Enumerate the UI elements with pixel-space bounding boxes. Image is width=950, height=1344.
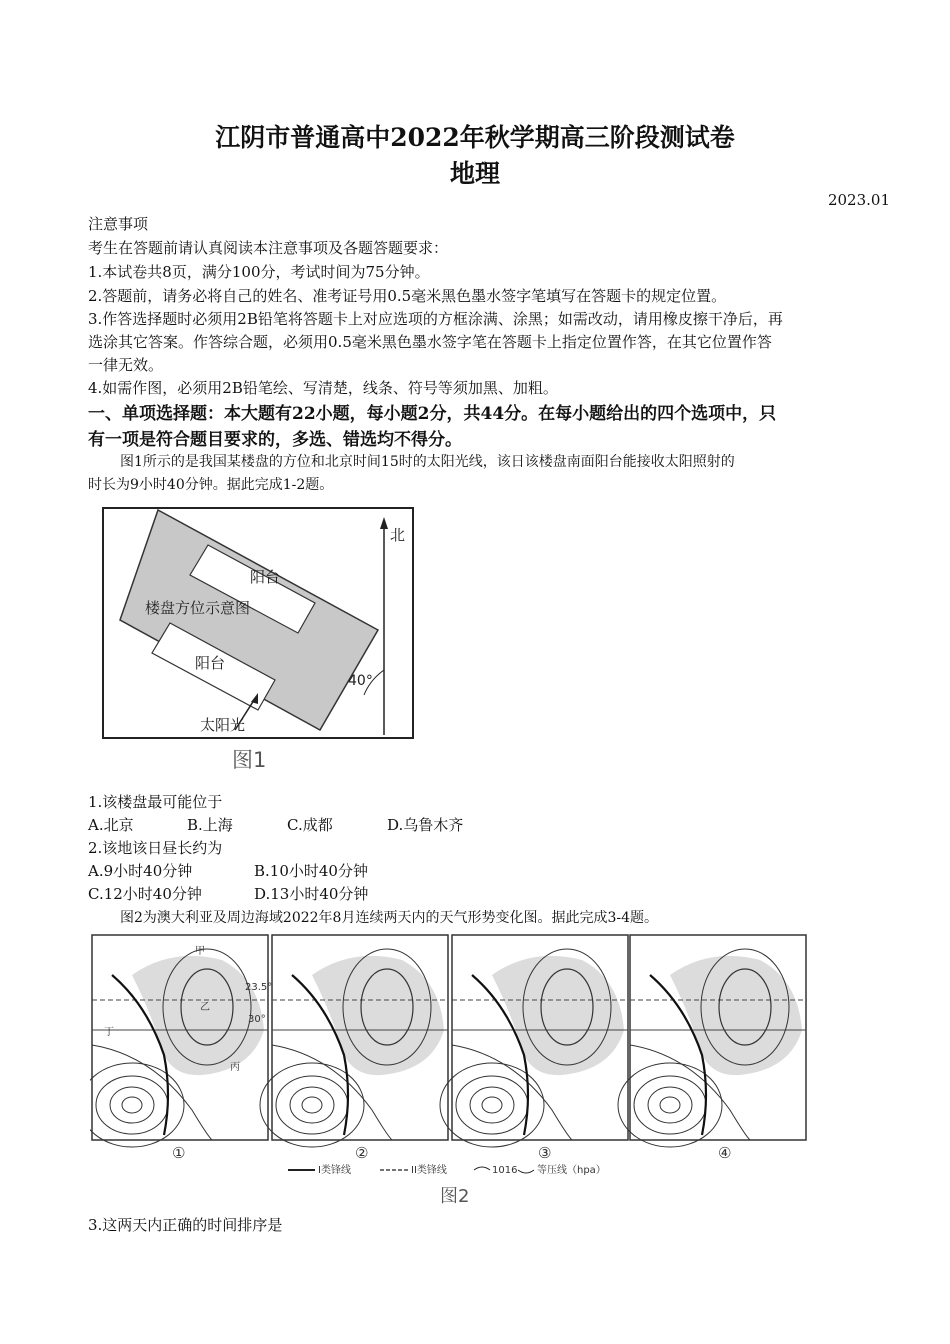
legend-isobar-value: 1016 bbox=[492, 1165, 518, 1176]
legend-front-1: I类锋线 bbox=[318, 1165, 351, 1176]
legend-isobar: 等压线（hpa） bbox=[537, 1165, 606, 1176]
notice-heading: 注意事项 bbox=[88, 215, 149, 233]
building-label: 楼盘方位示意图 bbox=[145, 599, 251, 617]
balcony-top-label: 阳台 bbox=[250, 568, 281, 586]
weather-map-panel-2 bbox=[260, 935, 448, 1147]
q2-option-c[interactable]: C.12小时40分钟 bbox=[88, 885, 202, 903]
legend-front-2: II类锋线 bbox=[411, 1165, 447, 1176]
figure2-legend bbox=[288, 1163, 606, 1176]
section-heading-cont: 有一项是符合题目要求的，多选、错选均不得分。 bbox=[88, 430, 462, 450]
q1-option-c[interactable]: C.成都 bbox=[287, 816, 333, 834]
balcony-bottom-label: 阳台 bbox=[195, 654, 226, 672]
sunlight-label: 太阳光 bbox=[200, 716, 246, 734]
notice-intro: 考生在答题前请认真阅读本注意事项及各题答题要求： bbox=[88, 239, 449, 257]
notice-item: 2.答题前，请务必将自己的姓名、准考证号用0.5毫米黑色墨水签字笔填写在答题卡的规定位置。 bbox=[88, 287, 727, 305]
notice-item: 一律无效。 bbox=[88, 356, 164, 374]
notice-item: 1.本试卷共8页，满分100分，考试时间为75分钟。 bbox=[88, 263, 430, 281]
q1-option-b[interactable]: B.上海 bbox=[187, 816, 233, 834]
figure2-caption: 图2 bbox=[440, 1186, 470, 1207]
panel-label-2: ② bbox=[355, 1144, 369, 1162]
q2-option-d[interactable]: D.13小时40分钟 bbox=[254, 885, 369, 903]
weather-map-panel-4 bbox=[618, 935, 806, 1147]
weather-map-panel-3 bbox=[440, 935, 628, 1147]
exam-title: 江阴市普通高中2022年秋学期高三阶段测试卷 bbox=[215, 123, 735, 152]
panel-label-1: ① bbox=[172, 1144, 186, 1162]
figure1-intro-cont: 时长为9小时40分钟。据此完成1-2题。 bbox=[88, 477, 334, 493]
question-3-stem: 3.这两天内正确的时间排序是 bbox=[88, 1216, 283, 1234]
figure1-diagram bbox=[100, 505, 420, 775]
question-2-stem: 2.该地该日昼长约为 bbox=[88, 839, 223, 857]
notice-item: 4.如需作图，必须用2B铅笔绘、写清楚，线条、符号等须加黑、加粗。 bbox=[88, 379, 558, 397]
figure2-intro: 图2为澳大利亚及周边海域2022年8月连续两天内的天气形势变化图。据此完成3-4题。 bbox=[120, 910, 658, 926]
map-label-jia: 甲 bbox=[195, 946, 205, 957]
exam-date: 2023.01 bbox=[827, 191, 890, 209]
angle-label: 40° bbox=[348, 673, 373, 689]
q2-option-b[interactable]: B.10小时40分钟 bbox=[254, 862, 368, 880]
question-1-stem: 1.该楼盘最可能位于 bbox=[88, 793, 223, 811]
map-label-lat2: 30° bbox=[248, 1014, 266, 1025]
figure1-intro: 图1所示的是我国某楼盘的方位和北京时间15时的太阳光线，该日该楼盘南面阳台能接收太阳照射的 bbox=[120, 454, 735, 470]
weather-map-panel-1 bbox=[90, 935, 268, 1147]
panel-label-4: ④ bbox=[718, 1144, 732, 1162]
north-arrow-icon bbox=[380, 517, 388, 529]
q1-option-a[interactable]: A.北京 bbox=[88, 816, 134, 834]
map-label-lat1: 23.5° bbox=[245, 982, 273, 993]
north-label: 北 bbox=[390, 526, 406, 544]
map-label-bing: 丙 bbox=[230, 1062, 240, 1073]
panel-label-3: ③ bbox=[538, 1144, 552, 1162]
subject-title: 地理 bbox=[449, 159, 500, 188]
map-label-ding: 丁 bbox=[104, 1027, 114, 1038]
figure2-weather-maps bbox=[90, 930, 810, 1210]
section-heading: 一、单项选择题：本大题有22小题，每小题2分，共44分。在每小题给出的四个选项中，只 bbox=[88, 404, 777, 424]
q2-option-a[interactable]: A.9小时40分钟 bbox=[88, 862, 193, 880]
notice-item: 选涂其它答案。作答综合题，必须用0.5毫米黑色墨水签字笔在答题卡上指定位置作答，在其它位置作答 bbox=[88, 333, 772, 351]
map-label-yi: 乙 bbox=[200, 1002, 210, 1013]
q1-option-d[interactable]: D.乌鲁木齐 bbox=[387, 816, 464, 834]
notice-item: 3.作答选择题时必须用2B铅笔将答题卡上对应选项的方框涂满、涂黑；如需改动，请用橡皮擦干净后，再 bbox=[88, 310, 783, 328]
figure1-caption: 图1 bbox=[232, 748, 267, 772]
